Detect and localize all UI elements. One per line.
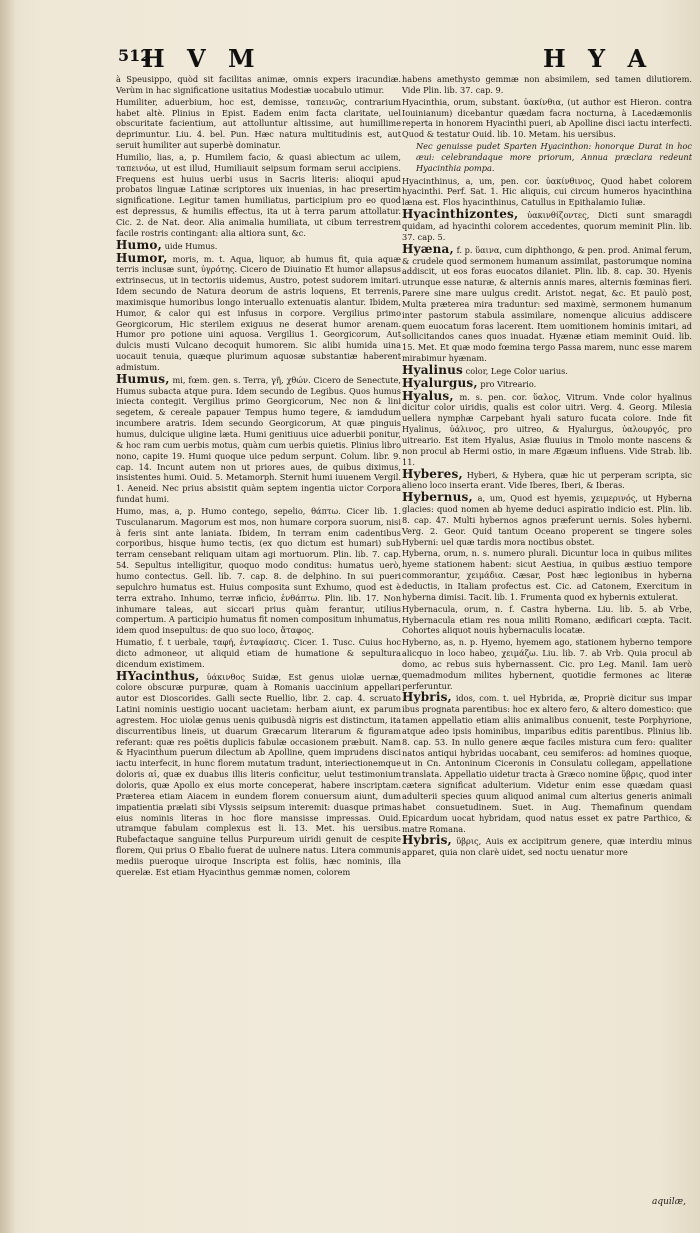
- entry-text: Humo, mas, a, p. Humo contego, sepelio, θάπτω. Cicer lib. 1. Tusculanarum. Magorum est mos, non humare corpora suorum, nisi à feris sint ante laniata. Ibidem, In terram enim cadentibus corporibus, hisque humo tectis, (ex quo dictum est humari) sub terram censebant reliquam uitam agi mortuorum. Plin. lib. 7. cap. 54. Sepultus intelligitur, quoquo modo conditus: humatus uerò, humo contectus. Gell. lib. 7. cap. 8. de delphino. In sui pueri sepulchro humatus est. Huius composita sunt Exhumo, quod est è terra extraho. Inhumo, terræ inficio, ἐνθάπτω. Plin. lib. 17. Non inhumare taleas, aut siccari prius quàm ferantur, utilius compertum. A participio humatus fit nomen compositum inhumatus, idem quod insepultus: de quo suo loco, ἄταφος.: [116, 505, 401, 636]
- entry-text: pro Vitreario.: [480, 378, 537, 389]
- entry-text: uide Humus.: [164, 240, 218, 251]
- entry-text: habens amethysto gemmæ non absimilem, sed tamen dilutiorem. Vide Plin. lib. 37. cap. 9.: [402, 74, 692, 95]
- entry-text: Hyberno, as, n. p. Hyemo, hyemem ago, stationem hyberno tempore alicquo in loco habeo, χειμάζω. Liu. lib. 7. ab Vrb. Quia procul ab domo, ac rebus suis hybernassent. Cic. pro Leg. Manil. Iam uerò quemadmodum milites hybernent, quotidie fermones ac literæ perferuntur.: [402, 637, 692, 691]
- entry-text: à Speusippo, quòd sit facilitas animæ, omnis expers iracundiæ. Verùm in hac significatione usitatius Modestiæ uocabulo utimur.: [116, 74, 401, 95]
- entry-text: Hyacinthinus, a, um, pen. cor. ὑακίνθινος, Quod habet colorem hyacinthi. Perf. Sat. 1. Hic aliquis, cui circum humeros hyacinthina læna est. Flos hyacinthinus, Catullus in Epithalamio Iuliæ.: [402, 175, 692, 208]
- right-column: [402, 74, 692, 1204]
- entry-text: a, um, Quod est hyemis, χειμερινός, ut Hyberna glacies: quod nomen ab hyeme deduci aspiratio indicio est. Plin. lib. 8. cap. 47. Multi hybernos agnos præferunt uernis. Soles hyberni. Verg. 2. Geor. Quid tantum Oceano properent se tingere soles Hyberni: uel quæ tardis mora noctibus obstet.: [402, 493, 692, 547]
- left-column: [116, 74, 401, 1204]
- dictionary-entry: [402, 388, 692, 468]
- dictionary-entry: [116, 152, 401, 239]
- dictionary-entry: [402, 637, 692, 691]
- dictionary-entry: [116, 74, 401, 96]
- entry-text: ὑάκινθος Suidæ, Est genus uiolæ uernæ, colore obscuræ purpuræ, quam à Romanis uaccinium appellari autor est Dioscorides. Galli secte Ruellio, libr. 2. cap. 4. scruato Latini nominis uestigio uocant uacietam: herbam aiunt, ex parum agrestem. Hoc uiolæ genus uenis quibusdà nigris est distinctum, ita discurrentibus lineis, ut duarum Græcarum literarum & figuram referant: quæ res poëtis duplicis fabulæ occasionem præbuit. Nam & Hyacinthum puerum dilectum ab Apolline, quem imprudens disci iactu interfecit, in hunc florem mutatum tradunt, interiectionemque doloris αἰ, quæ ex duabus illis literis conficitur, uelut testimonium doloris, quæ Apollo ex eius morte conceperat, habere inscriptam. Præterea etiam Aiacem in eundem florem conuersum aiunt, dum impatientia prælati sibi Vlyssis seipsum interemit: duasque primas eius nominis literas in hoc flore mansisse impressas. Ouid. utramque fabulam complexus est li. 13. Met. his uersibus. Rubefactaque sanguine tellus Purpureum uiridi genuit de cespite florem, Qui prius O Ebalio fuerat de uulnere natus. Litera communis mediis pueroque uiroque Inscripta est foliis, hæc nominis, illa querelæ. Est etiam Hyacinthus gemmæ nomen, colorem: [116, 671, 401, 877]
- dictionary-entry: [116, 371, 401, 505]
- entry-text: Hybernacula, orum, n. f. Castra hyberna. Liu. lib. 5. ab Vrbe, Hybernacula etiam res noua militi Romano, ædificari cœpta. Tacit. Cohortes aliquot nouis hybernaculis locatæ.: [402, 603, 692, 636]
- entry-text: ὑακινθίζοντες, Dicti sunt smaragdi quidam, ad hyacinthi colorem accedentes, quorum meminit Plin. lib. 37. cap. 5.: [402, 210, 692, 242]
- page-gutter-shadow: [0, 0, 16, 1233]
- dictionary-entry: [402, 492, 692, 547]
- entry-headword: Hybernus,: [402, 490, 473, 505]
- dictionary-entry: [116, 637, 401, 670]
- entry-text: Nec genuisse pudet Sparten Hyacinthon: honorque Durat in hoc æui: celebrandaque more priorum, Annua præclara redeunt Hyacinthia pompa.: [416, 141, 692, 173]
- entry-headword: Hyalus,: [402, 388, 454, 403]
- entry-headword: Hybris,: [402, 833, 452, 848]
- entry-headword: Hybris,: [402, 690, 452, 705]
- entry-text: mi, fœm. gen. s. Terra, γῆ, χθών. Cicero de Senectute, Humus subacta atque pura. Idem secundo de Legibus. Quos humus iniecta contegit. Vergilius primo Georgicorum, Nec non & lini segetem, & cereale papauer Tempus humo tegere, & iamdudum incumbere aratris. Idem secundo Georgicorum, At quæ pinguis humus, dulcique uligine læta. Humi genitiuus uice aduerbii ponitur, & hoc ram cum uerbis motus, quàm cum uerbis quietis. Plinius libro nono, capite 19. Humi quoque uice pedum serpunt. Colum. libr. 9. cap. 14. Incunt autem non ut priores aues, de quibus diximus, insistentes humi. Ouid. 5. Metamorph. Sternit humi iuuenem Vergil. 1. Aeneid. Nec prius absistit quàm septem ingentia uictor Corpora fundat humi.: [116, 374, 401, 505]
- entry-text: Hyacinthia, orum, substant. ὑακίνθια, (ut author est Hieron. contra Iouinianum) dicebantur quædam facra nocturna, à Lacedæmoniis reperta in honorem Hyacinthi pueri, ab Apolline disci iactu interfecti. Quod & testatur Ouid. lib. 10. Metam. his uersibus.: [402, 96, 692, 140]
- dictionary-entry: [402, 141, 692, 174]
- dictionary-entry: [116, 250, 401, 373]
- entry-text: moris, m. t. Aqua, liquor, ab humus fit, quia aquæ terris inclusæ sunt, ὑγρότης. Cicero de Diuinatio Et humor allapsus extrinsecus, ut in tectoriis uidemus, Austro, potest sudorem imitari. Idem secundo de Natura deorum de astris loquens, Et terrenis, maximisque humoribus longo interuallo extenuatis alantur. Ibidem, Humor, & calor qui est infusus in corpore. Vergilius primo Georgicorum, Hic sterilem exiguus ne deserat humor arenam. Humor pro potione uini aquosa. Vergilius 1. Georgicorum, Aut dulcis musti Vulcano decoquit humorem. Sic alibi humida uina uocauit tenuia, quæque plurimum aquosæ substantiæ haberent admistum.: [116, 253, 401, 372]
- entry-text: Humatio, f. t uerbale, ταφή, ἐνταφίασις. Cicer. 1. Tusc. Cuius hoc dicto admoneor, ut aliquid etiam de humatione & sepultura dicendum existimem.: [116, 637, 401, 669]
- entry-headword: Hyalurgus,: [402, 375, 478, 390]
- entry-headword: Hyæna,: [402, 241, 454, 256]
- entry-text: Hyberi, & Hybera, quæ hic ut perperam scripta, sic alieno loco inserta erant. Vide Iberes, Iberi, & Iberas.: [402, 469, 692, 491]
- catchword: aquilæ,: [651, 1197, 686, 1207]
- dictionary-entry: [402, 74, 692, 96]
- entry-text: Humiliter, aduerbium, hoc est, demisse, ταπεινῶς, contrarium habet altè. Plinius in Epist. Eadem enim facta claritate, uel obscuritate facientium, aut attolluntur altissime, aut humillime deprimuntur. Liu. 4. bel. Pun. Hæc natura multitudinis est, aut seruit humiliter aut superbè dominatur.: [116, 96, 401, 151]
- dictionary-entry: [402, 97, 692, 140]
- entry-text: idos, com. t. uel Hybrida, æ, Propriè dicitur sus impar ibus prognata parentibus: hoc ex altero fero, & altero domestico: que tamen appellatio etiam aliis animalibus conuenit, teste Porphyrione, atque adeo ipsis hominibus, imparibus editis parentibus. Plinius lib. 8. cap. 53. In nullo genere æque faciles mistura cum fero: qualiter natos antiqui hybridas uocabant, ceu semiferos: ad homines quoque, ut in Cn. Antoninum Ciceronis in Consulatu collegam, appellatione translata. Appellatio uidetur tracta à Græco nomine ὕβρις, quod inter cætera significat adulterium. Videtur enim esse quædam quasi adulterii species quum aliquod animal cum alterius generis animali habet consuetudinem. Suet. in Aug. Themafinum quendam Epicardum uocat hybridam, quod natus esset ex patre Parthico, & matre Romana.: [402, 693, 692, 834]
- entry-headword: Hyberes,: [402, 466, 463, 481]
- entry-text: Humilio, lias, a, p. Humilem facio, & quasi abiectum ac uilem, ταπεινόω, ut est illud, Humiliauit seipsum formam serui accipiens. Frequens est huius uerbi usus in Sacris literis: alioqui apud probatos linguæ Latinæ scriptores uix inuenias, in hac presertim significatione. Legitur tamen humiliatus, participium pro eo quod est depressus, & humilis effectus, ita ut à terra parum attollatur. Cic. 2. de Nat. deor. Alia animalia humiliata, ut cibum terrestrem facile rostris contingant: alia altiora sunt, &c.: [116, 151, 401, 238]
- entry-text: ὕβρις, Auis ex accipitrum genere, quæ interdiu minus apparet, quia non clarè uidet, sed noctu uenatur more: [402, 836, 692, 858]
- dictionary-entry: [402, 548, 692, 602]
- entry-headword: Humus,: [116, 371, 170, 386]
- right-running-head: H Y A: [543, 44, 654, 73]
- dictionary-entry: [116, 668, 401, 878]
- dictionary-entry: [402, 241, 692, 364]
- dictionary-entry: [402, 466, 692, 492]
- entry-text: m. s. pen. cor. ὕαλος, Vitrum. Vnde color hyalinus dicitur color uiridis, qualis est color uitri. Verg. 4. Georg. Milesia uellera nymphæ Carpebant hyali saturo fucata colore. Inde fit Hyalinus, ὑάλινος, pro uitreo, & Hyalurgus, ὑαλουργός, pro uitreario. Est item Hyalus, Asiæ fluuius in Tmolo monte nascens & non procul ab Hermi ostio, in mare Ægæum influens. Vide Strab. lib. 11.: [402, 391, 692, 467]
- entry-headword: Hyalinus: [402, 362, 464, 377]
- entry-headword: Hyacinthizontes,: [402, 207, 519, 222]
- dictionary-entry: [116, 506, 401, 636]
- dictionary-entry: [402, 209, 692, 243]
- page-number: 512: [118, 46, 152, 65]
- running-header: [118, 44, 680, 73]
- dictionary-entry: [402, 604, 692, 637]
- entry-text: f. p. ὕαινα, cum diphthongo, & pen. prod. Animal ferum, & crudele quod sermonem humanum assimilat, pastorumque nomina addiscit, ut eos foras euocatos dilaniet. Plin. lib. 8. cap. 30. Hyenis utrunque esse naturæ, & alternis annis mares, alternis fœminas fieri. Parere sine mare uulgus credit. Aristot. negat, &c. Et paulò post, Multa præterea mira traduntur: sed maximè, sermonem humanum inter pastorum stabula assimilare, nomenque alicuius addiscere quem euocatum foras lacerent. Item uomitionem hominis imitari, ad sollicitandos canes quos inuadat. Hyænæ etiam meminit Ouid. lib. 15. Met. Et quæ modo fœmina tergo Passa marem, nunc esse marem mirabimur hyænam.: [402, 244, 692, 364]
- dictionary-entry: [402, 835, 692, 858]
- dictionary-entry: [402, 176, 692, 209]
- entry-text: Hyberna, orum, n. s. numero plurali. Dicuntur loca in quibus milites hyeme stationem habent: sicut Aestiua, in quibus æstiuo tempore commorantur, χειμάδια. Cæsar, Post hæc legionibus in hyberna deductis, in Italiam profectus est. Cic. ad Catonem, Exercitum in hyberna dimisi. Tacit. lib. 1. Frumenta quod ex hybernis extulerat.: [402, 548, 692, 602]
- entry-headword: Humo,: [116, 237, 162, 252]
- left-running-head: H V M: [142, 44, 262, 73]
- entry-headword: HYacinthus,: [116, 668, 200, 683]
- entry-headword: Humor,: [116, 250, 168, 265]
- dictionary-entry: [402, 692, 692, 834]
- entry-text: color, Lege Color uarius.: [465, 365, 568, 376]
- dictionary-entry: [116, 97, 401, 151]
